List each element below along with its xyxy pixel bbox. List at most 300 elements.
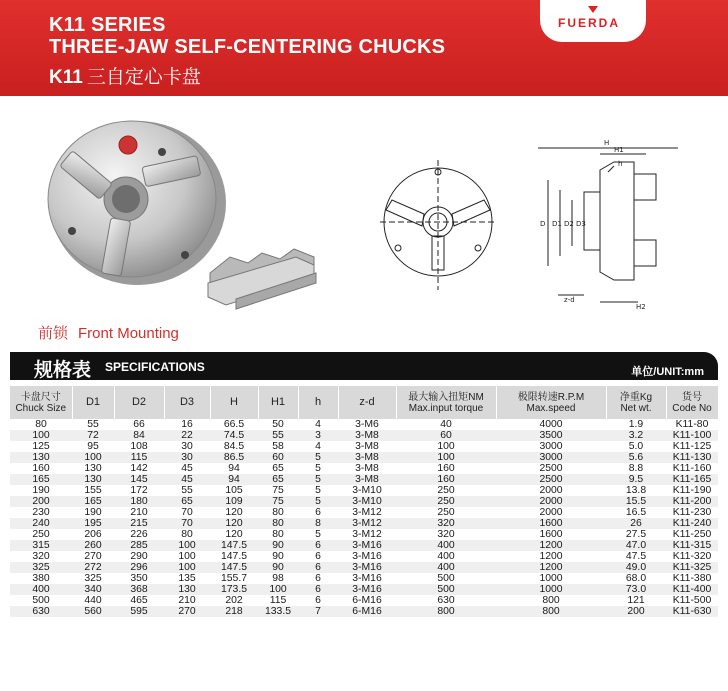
table-cell: 130 [10, 452, 72, 463]
table-cell: 90 [258, 540, 298, 551]
table-cell: 27.5 [625, 529, 647, 540]
table-cell: 68.0 [625, 573, 647, 584]
table-cell: 145 [114, 474, 164, 485]
dim-label: D2 [564, 220, 574, 228]
table-cell: 45 [181, 463, 193, 474]
table-cell: 500 [32, 595, 50, 606]
column-header-en: H [230, 396, 238, 408]
column-header-en: Max.speed [526, 402, 576, 414]
column-header [10, 386, 72, 419]
table-cell: 320 [32, 551, 50, 562]
table-cell: 240 [10, 518, 72, 529]
table-cell: 165 [10, 474, 72, 485]
specifications-table [10, 386, 719, 617]
table-cell: 400 [10, 584, 72, 595]
table-row [10, 606, 718, 617]
table-cell: 3-M16 [338, 584, 396, 595]
table-cell: 3-M6 [355, 419, 379, 430]
table-cell: 630 [10, 606, 72, 617]
table-cell: 8.8 [628, 463, 644, 474]
table-row [10, 474, 718, 485]
table-cell: K11-160 [672, 463, 712, 474]
table-cell: 109 [210, 496, 258, 507]
table-cell: 195 [72, 518, 114, 529]
table-row [10, 496, 718, 507]
table-cell: 50 [272, 419, 284, 430]
table-cell: K11-190 [672, 485, 712, 496]
table-cell: 3-M12 [352, 507, 382, 518]
table-cell: 5 [315, 463, 321, 474]
table-cell: 120 [225, 529, 243, 540]
table-cell: 202 [225, 595, 243, 606]
specifications-bar [10, 352, 718, 380]
table-cell: 90 [272, 551, 284, 562]
column-header-en: Code No [672, 402, 712, 414]
dim-label: D [540, 220, 546, 228]
column-header-en: H1 [270, 396, 286, 408]
series-title: K11 SERIES [49, 14, 166, 36]
column-header-en: Net wt. [620, 402, 652, 414]
table-cell: 5.6 [606, 452, 666, 463]
table-row [10, 584, 718, 595]
table-cell: 73.0 [606, 584, 666, 595]
table-cell: 100 [258, 584, 298, 595]
table-cell: 105 [225, 485, 243, 496]
table-cell: 135 [178, 573, 196, 584]
table-cell: 595 [114, 606, 164, 617]
table-cell: 250 [32, 529, 50, 540]
column-header-en: D3 [179, 396, 195, 408]
table-cell: 80 [35, 419, 47, 430]
table-row [10, 485, 718, 496]
table-header-row [10, 386, 718, 419]
table-cell: 320 [437, 529, 455, 540]
table-cell: 5 [315, 485, 321, 496]
table-cell: 65 [258, 474, 298, 485]
table-cell: 7 [298, 606, 338, 617]
table-cell: 465 [130, 595, 148, 606]
table-cell: K11-80 [675, 419, 709, 430]
table-cell: 400 [396, 540, 496, 551]
table-cell: K11-500 [672, 595, 712, 606]
table-cell: 75 [272, 485, 284, 496]
table-cell: 296 [114, 562, 164, 573]
table-cell: 800 [542, 595, 560, 606]
table-row [10, 540, 718, 551]
table-cell: 2500 [496, 474, 606, 485]
table-row [10, 595, 718, 606]
table-cell: 98 [272, 573, 284, 584]
mounting-cn: 前锁 [38, 325, 69, 342]
table-cell: 368 [114, 584, 164, 595]
table-cell: K11-320 [672, 551, 712, 562]
table-cell: 1000 [539, 573, 563, 584]
table-cell: 84.5 [223, 441, 245, 452]
table-cell: 120 [225, 507, 243, 518]
table-row [10, 573, 718, 584]
table-cell: 5.0 [628, 441, 644, 452]
table-cell: 180 [114, 496, 164, 507]
table-cell: 70 [164, 518, 210, 529]
table-cell: 13.8 [625, 485, 647, 496]
table-cell: 3-M16 [338, 540, 396, 551]
dim-label: H2 [636, 303, 646, 311]
table-cell: 90 [258, 562, 298, 573]
table-row [10, 529, 718, 540]
table-row [10, 562, 718, 573]
table-cell: 210 [130, 507, 148, 518]
table-cell: 3-M16 [338, 562, 396, 573]
table-row [10, 452, 718, 463]
table-cell: 16 [181, 419, 193, 430]
table-cell: 3-M8 [338, 430, 396, 441]
table-cell: 84 [114, 430, 164, 441]
column-header-en: D2 [131, 396, 147, 408]
table-row [10, 463, 718, 474]
front-view [380, 160, 496, 290]
table-cell: 3-M12 [338, 518, 396, 529]
dim-label: z-d [564, 296, 575, 304]
chuck-photo [40, 115, 340, 315]
table-cell: 80 [272, 529, 284, 540]
table-cell: K11-240 [666, 518, 718, 529]
table-cell: K11-315 [666, 540, 718, 551]
column-header [606, 386, 666, 419]
table-cell: 115 [114, 452, 164, 463]
table-cell: K11-200 [666, 496, 718, 507]
table-cell: 3000 [496, 452, 606, 463]
table-cell: 350 [130, 573, 148, 584]
table-cell: 58 [272, 441, 284, 452]
table-cell: 560 [72, 606, 114, 617]
spare-jaws [208, 249, 316, 309]
table-cell: 75 [258, 496, 298, 507]
table-cell: 218 [210, 606, 258, 617]
column-header [496, 386, 606, 419]
table-row [10, 419, 718, 430]
chuck-bore-inner [112, 185, 140, 213]
brand-logo [540, 0, 646, 42]
table-cell: 49.0 [606, 562, 666, 573]
table-cell: 230 [32, 507, 50, 518]
table-cell: 6 [298, 540, 338, 551]
table-cell: 120 [210, 518, 258, 529]
table-cell: 6 [315, 551, 321, 562]
table-cell: 270 [164, 606, 210, 617]
table-cell: 215 [114, 518, 164, 529]
table-cell: 190 [84, 507, 102, 518]
table-cell: 160 [396, 474, 496, 485]
table-cell: 3-M8 [355, 463, 379, 474]
table-cell: 95 [87, 441, 99, 452]
table-cell: 1200 [539, 551, 563, 562]
table-row [10, 430, 718, 441]
table-cell: 100 [164, 540, 210, 551]
table-row [10, 518, 718, 529]
logo-triangle-icon [588, 6, 598, 13]
table-cell: 3-M12 [352, 529, 382, 540]
table-cell: 66 [133, 419, 145, 430]
product-title: THREE-JAW SELF-CENTERING CHUCKS [49, 36, 446, 58]
table-cell: 3-M8 [355, 441, 379, 452]
key-hole-icon [158, 148, 166, 156]
technical-drawing [378, 130, 718, 320]
table-cell: 100 [437, 441, 455, 452]
column-header [298, 386, 338, 419]
table-cell: 630 [437, 595, 455, 606]
table-row [10, 551, 718, 562]
table-cell: 155 [84, 485, 102, 496]
table-cell: 226 [130, 529, 148, 540]
table-cell: 16.5 [625, 507, 647, 518]
table-cell: 70 [181, 507, 193, 518]
table-cell: 172 [130, 485, 148, 496]
table-cell: 800 [396, 606, 496, 617]
table-cell: 26 [606, 518, 666, 529]
table-cell: 3-M16 [352, 573, 382, 584]
table-cell: 6-M16 [338, 606, 396, 617]
column-header [114, 386, 164, 419]
table-cell: 55 [181, 485, 193, 496]
column-header [72, 386, 114, 419]
column-header [164, 386, 210, 419]
column-header [666, 386, 718, 419]
table-cell: 210 [178, 595, 196, 606]
table-cell: 80 [181, 529, 193, 540]
table-cell: 4 [315, 441, 321, 452]
table-cell: 200 [10, 496, 72, 507]
table-cell: 1.9 [628, 419, 644, 430]
table-cell: 80 [272, 507, 284, 518]
column-header-en: h [314, 396, 322, 408]
table-cell: 74.5 [210, 430, 258, 441]
table-cell: 130 [72, 474, 114, 485]
spec-title-cn: 规格表 [34, 360, 92, 381]
table-cell: 3 [298, 430, 338, 441]
table-cell: 190 [32, 485, 50, 496]
column-header-cn: 净重Kg [619, 391, 653, 403]
table-cell: 8 [298, 518, 338, 529]
table-cell: K11-250 [672, 529, 712, 540]
dim-label: H [604, 139, 610, 147]
table-cell: 173.5 [210, 584, 258, 595]
table-cell: K11-125 [672, 441, 712, 452]
table-cell: 270 [84, 551, 102, 562]
table-cell: 66.5 [223, 419, 245, 430]
column-header [258, 386, 298, 419]
header-banner [0, 0, 728, 96]
table-cell: 6 [298, 584, 338, 595]
table-cell: 3500 [496, 430, 606, 441]
mounting-type [38, 322, 179, 343]
table-cell: 60 [258, 452, 298, 463]
table-cell: 400 [396, 562, 496, 573]
table-cell: 147.5 [220, 551, 247, 562]
table-cell: 440 [84, 595, 102, 606]
table-cell: 3-M10 [352, 485, 382, 496]
table-cell: 55 [87, 419, 99, 430]
table-cell: 1000 [496, 584, 606, 595]
table-cell: 133.5 [258, 606, 298, 617]
column-header-en: Chuck Size [15, 402, 67, 414]
table-cell: 200 [606, 606, 666, 617]
table-cell: 2000 [539, 485, 563, 496]
brand-badge-icon [119, 136, 137, 154]
table-cell: K11-165 [666, 474, 718, 485]
spec-title-en: SPECIFICATIONS [105, 360, 205, 374]
key-hole-icon [181, 251, 189, 259]
column-header-en: Max.input torque [408, 402, 484, 414]
table-cell: 500 [437, 573, 455, 584]
table-cell: 2500 [539, 463, 563, 474]
table-cell: 9.5 [606, 474, 666, 485]
column-header-en: D1 [85, 396, 101, 408]
table-cell: 5 [298, 474, 338, 485]
product-title-cn [49, 62, 201, 89]
table-cell: 65 [272, 463, 284, 474]
table-cell: 55 [258, 430, 298, 441]
table-cell: 147.5 [210, 540, 258, 551]
table-cell: 100 [164, 562, 210, 573]
table-cell: 285 [114, 540, 164, 551]
table-cell: 142 [130, 463, 148, 474]
table-cell: 108 [130, 441, 148, 452]
table-cell: 3-M10 [338, 496, 396, 507]
table-cell: 2000 [539, 507, 563, 518]
table-cell: 155.7 [220, 573, 247, 584]
table-cell: 206 [84, 529, 102, 540]
table-cell: K11-100 [666, 430, 718, 441]
table-cell: 5 [298, 496, 338, 507]
table-cell: 1200 [496, 562, 606, 573]
table-cell: 115 [269, 595, 287, 606]
table-cell: 22 [164, 430, 210, 441]
table-cell: 315 [10, 540, 72, 551]
table-cell: 65 [164, 496, 210, 507]
table-cell: 380 [32, 573, 50, 584]
table-cell: 3000 [539, 441, 563, 452]
table-cell: 500 [396, 584, 496, 595]
table-cell: 6 [315, 507, 321, 518]
table-cell: 86.5 [210, 452, 258, 463]
table-cell: 60 [396, 430, 496, 441]
table-cell: 290 [130, 551, 148, 562]
table-cell: 130 [84, 463, 102, 474]
column-header-cn: 最大输入扭矩NM [408, 391, 484, 403]
table-cell: 100 [396, 452, 496, 463]
table-cell: 100 [72, 452, 114, 463]
table-cell: 165 [72, 496, 114, 507]
table-cell: 325 [10, 562, 72, 573]
table-cell: 5 [315, 529, 321, 540]
table-cell: 2000 [496, 496, 606, 507]
table-row [10, 507, 718, 518]
table-cell: 400 [437, 551, 455, 562]
table-cell: K11-630 [666, 606, 718, 617]
table-cell: 15.5 [606, 496, 666, 507]
table-cell: 30 [164, 452, 210, 463]
table-cell: 6 [315, 573, 321, 584]
table-cell: 1600 [496, 518, 606, 529]
table-cell: K11-380 [672, 573, 712, 584]
table-cell: 160 [437, 463, 455, 474]
table-cell: 6 [315, 595, 321, 606]
table-cell: 5 [298, 452, 338, 463]
table-row [10, 441, 718, 452]
key-hole-icon [68, 227, 76, 235]
table-cell: 260 [72, 540, 114, 551]
mounting-en: Front Mounting [78, 325, 179, 342]
unit-label: 单位/UNIT:mm [631, 366, 704, 378]
table-cell: 1200 [496, 540, 606, 551]
table-cell: 30 [181, 441, 193, 452]
table-cell: K11-400 [666, 584, 718, 595]
table-cell: 147.5 [210, 562, 258, 573]
table-cell: 47.5 [625, 551, 647, 562]
table-cell: 340 [72, 584, 114, 595]
table-cell: 45 [164, 474, 210, 485]
dim-label: D1 [552, 220, 562, 228]
table-cell: 100 [10, 430, 72, 441]
table-cell: K11-230 [672, 507, 712, 518]
dim-label: D3 [576, 220, 586, 228]
table-cell: 272 [72, 562, 114, 573]
table-cell: 250 [437, 507, 455, 518]
table-cell: 47.0 [606, 540, 666, 551]
table-cell: 320 [396, 518, 496, 529]
column-header [396, 386, 496, 419]
column-header-cn: 极限转速R.P.M [517, 391, 585, 403]
table-cell: K11-130 [666, 452, 718, 463]
table-cell: 3-M8 [338, 474, 396, 485]
column-header [210, 386, 258, 419]
table-cell: 6 [298, 562, 338, 573]
table-cell: 72 [72, 430, 114, 441]
dim-label: H1 [614, 146, 624, 154]
model-code: K11 [49, 67, 83, 88]
table-cell: 1600 [539, 529, 563, 540]
table-cell: 130 [164, 584, 210, 595]
table-cell: 3.2 [606, 430, 666, 441]
table-cell: 4 [315, 419, 321, 430]
table-cell: 125 [32, 441, 50, 452]
table-cell: 160 [32, 463, 50, 474]
table-cell: 4000 [539, 419, 563, 430]
column-header [338, 386, 396, 419]
table-cell: 325 [84, 573, 102, 584]
column-header-cn: 货号 [682, 391, 702, 403]
table-cell: 40 [440, 419, 452, 430]
table-cell: 94 [228, 463, 240, 474]
table-cell: 6-M16 [352, 595, 382, 606]
table-cell: 80 [258, 518, 298, 529]
table-cell: 3-M8 [338, 452, 396, 463]
table-cell: 250 [437, 485, 455, 496]
table-cell: 94 [210, 474, 258, 485]
column-header-en: z-d [359, 396, 375, 408]
table-cell: 250 [396, 496, 496, 507]
table-cell: 800 [496, 606, 606, 617]
table-body [10, 419, 718, 617]
brand-name: FUERDA [558, 16, 620, 30]
table-cell: K11-325 [666, 562, 718, 573]
column-header-cn: 卡盘尺寸 [20, 391, 61, 403]
table-cell: 100 [178, 551, 196, 562]
title-cn: 三自定心卡盘 [86, 67, 201, 88]
table-cell: 121 [627, 595, 645, 606]
table-cell: 3-M16 [352, 551, 382, 562]
dim-label: h [618, 160, 623, 168]
